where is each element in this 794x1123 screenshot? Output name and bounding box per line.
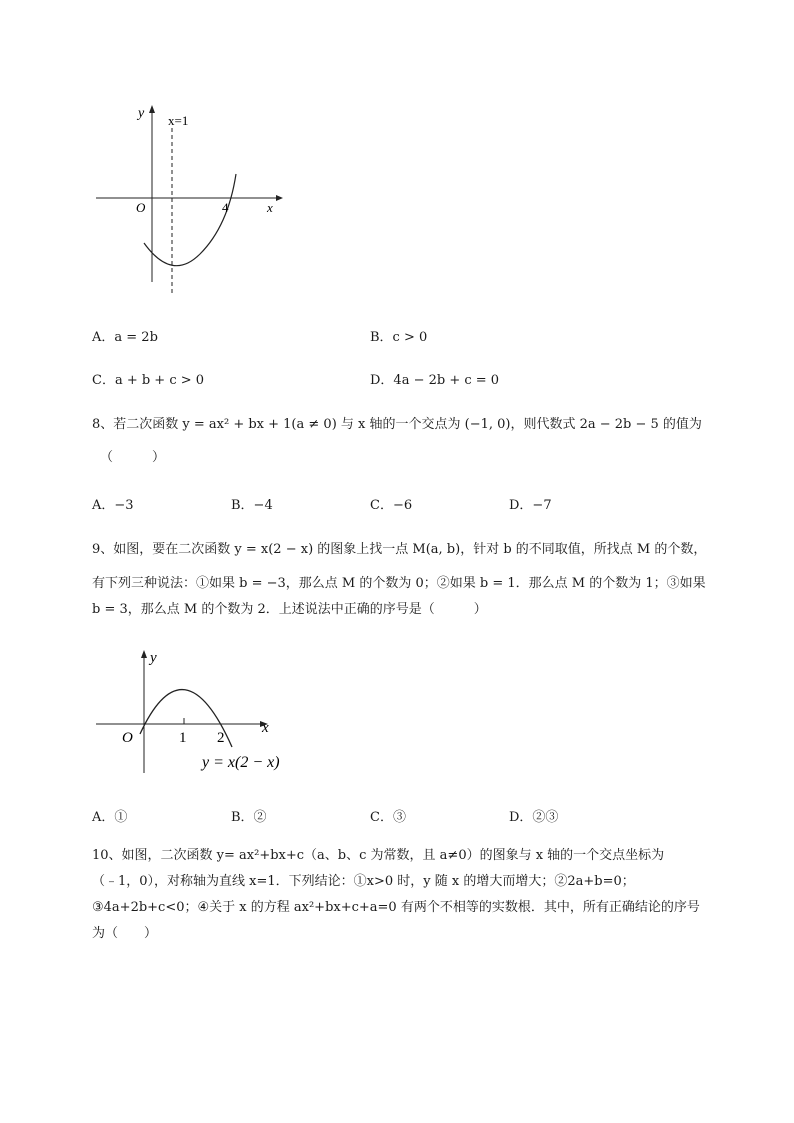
symmetry-label: x=1 bbox=[168, 113, 189, 128]
q7-option-d: D．4a − 2b + c = 0 bbox=[370, 373, 500, 388]
q9-stem-line-1: 9、如图，要在二次函数 y = x(2 − x) 的图象上找一点 M(a, b)，针对 b 的不同取值，所找点 M 的个数， bbox=[92, 542, 707, 557]
q8-option-a: A．−3 bbox=[92, 498, 134, 513]
parabola-figure-2 bbox=[90, 645, 300, 780]
q8-option-b: B．−4 bbox=[231, 498, 273, 513]
q8-option-c: C．−6 bbox=[370, 498, 413, 513]
y-label: y bbox=[138, 106, 145, 121]
tick-1-label: 1 bbox=[179, 730, 187, 746]
q10-stem-line-2: （﹣1，0），对称轴为直线 x=1．下列结论：①x>0 时，y 随 x 的增大而增大；②2a+b=0； bbox=[92, 874, 635, 889]
q9-option-b: B．② bbox=[231, 810, 267, 825]
parabola-curve bbox=[144, 174, 236, 266]
q9-option-d: D．②③ bbox=[509, 810, 559, 825]
origin-label: O bbox=[122, 730, 133, 746]
q7-option-c: C．a + b + c > 0 bbox=[92, 373, 205, 388]
q9-stem-line-3: b = 3，那么点 M 的个数为 2．上述说法中正确的序号是（ ） bbox=[92, 602, 487, 617]
q10-stem-line-1: 10、如图，二次函数 y= ax²+bx+c（a、b、c 为常数，且 a≠0）的图象与 x 轴的一个交点坐标为 bbox=[92, 848, 665, 863]
tick-4-label: 4 bbox=[222, 200, 229, 215]
y-label: y bbox=[150, 650, 157, 666]
y-axis-arrow bbox=[141, 650, 147, 658]
q9-stem-line-2: 有下列三种说法：①如果 b = −3，那么点 M 的个数为 0；②如果 b = 1．那么点 M 的个数为 1；③如果 bbox=[92, 576, 706, 591]
q8-option-d: D．−7 bbox=[509, 498, 552, 513]
q7-option-b: B．c > 0 bbox=[370, 330, 428, 345]
q10-stem-line-4: 为（ ） bbox=[92, 926, 158, 941]
tick-2-label: 2 bbox=[217, 730, 225, 746]
curve-label: y = x(2 − x) bbox=[202, 754, 280, 771]
parabola-figure-1 bbox=[90, 100, 290, 300]
q9-option-a: A．① bbox=[92, 810, 128, 825]
origin-label: O bbox=[136, 200, 146, 215]
q8-stem-line-1: 8、若二次函数 y = ax² + bx + 1(a ≠ 0) 与 x 轴的一个交点为 (−1, 0)，则代数式 2a − 2b − 5 的值为 bbox=[92, 417, 702, 432]
x-label: x bbox=[267, 200, 273, 215]
y-axis-arrow bbox=[149, 105, 155, 113]
q10-stem-line-3: ③4a+2b+c<0；④关于 x 的方程 ax²+bx+c+a=0 有两个不相等的实数根．其中，所有正确结论的序号 bbox=[92, 900, 700, 915]
x-label: x bbox=[262, 720, 269, 736]
q8-stem-line-2: （ ） bbox=[100, 450, 166, 465]
x-axis-arrow bbox=[276, 195, 283, 201]
q7-option-a: A．a = 2b bbox=[92, 330, 158, 345]
q9-option-c: C．③ bbox=[370, 810, 406, 825]
